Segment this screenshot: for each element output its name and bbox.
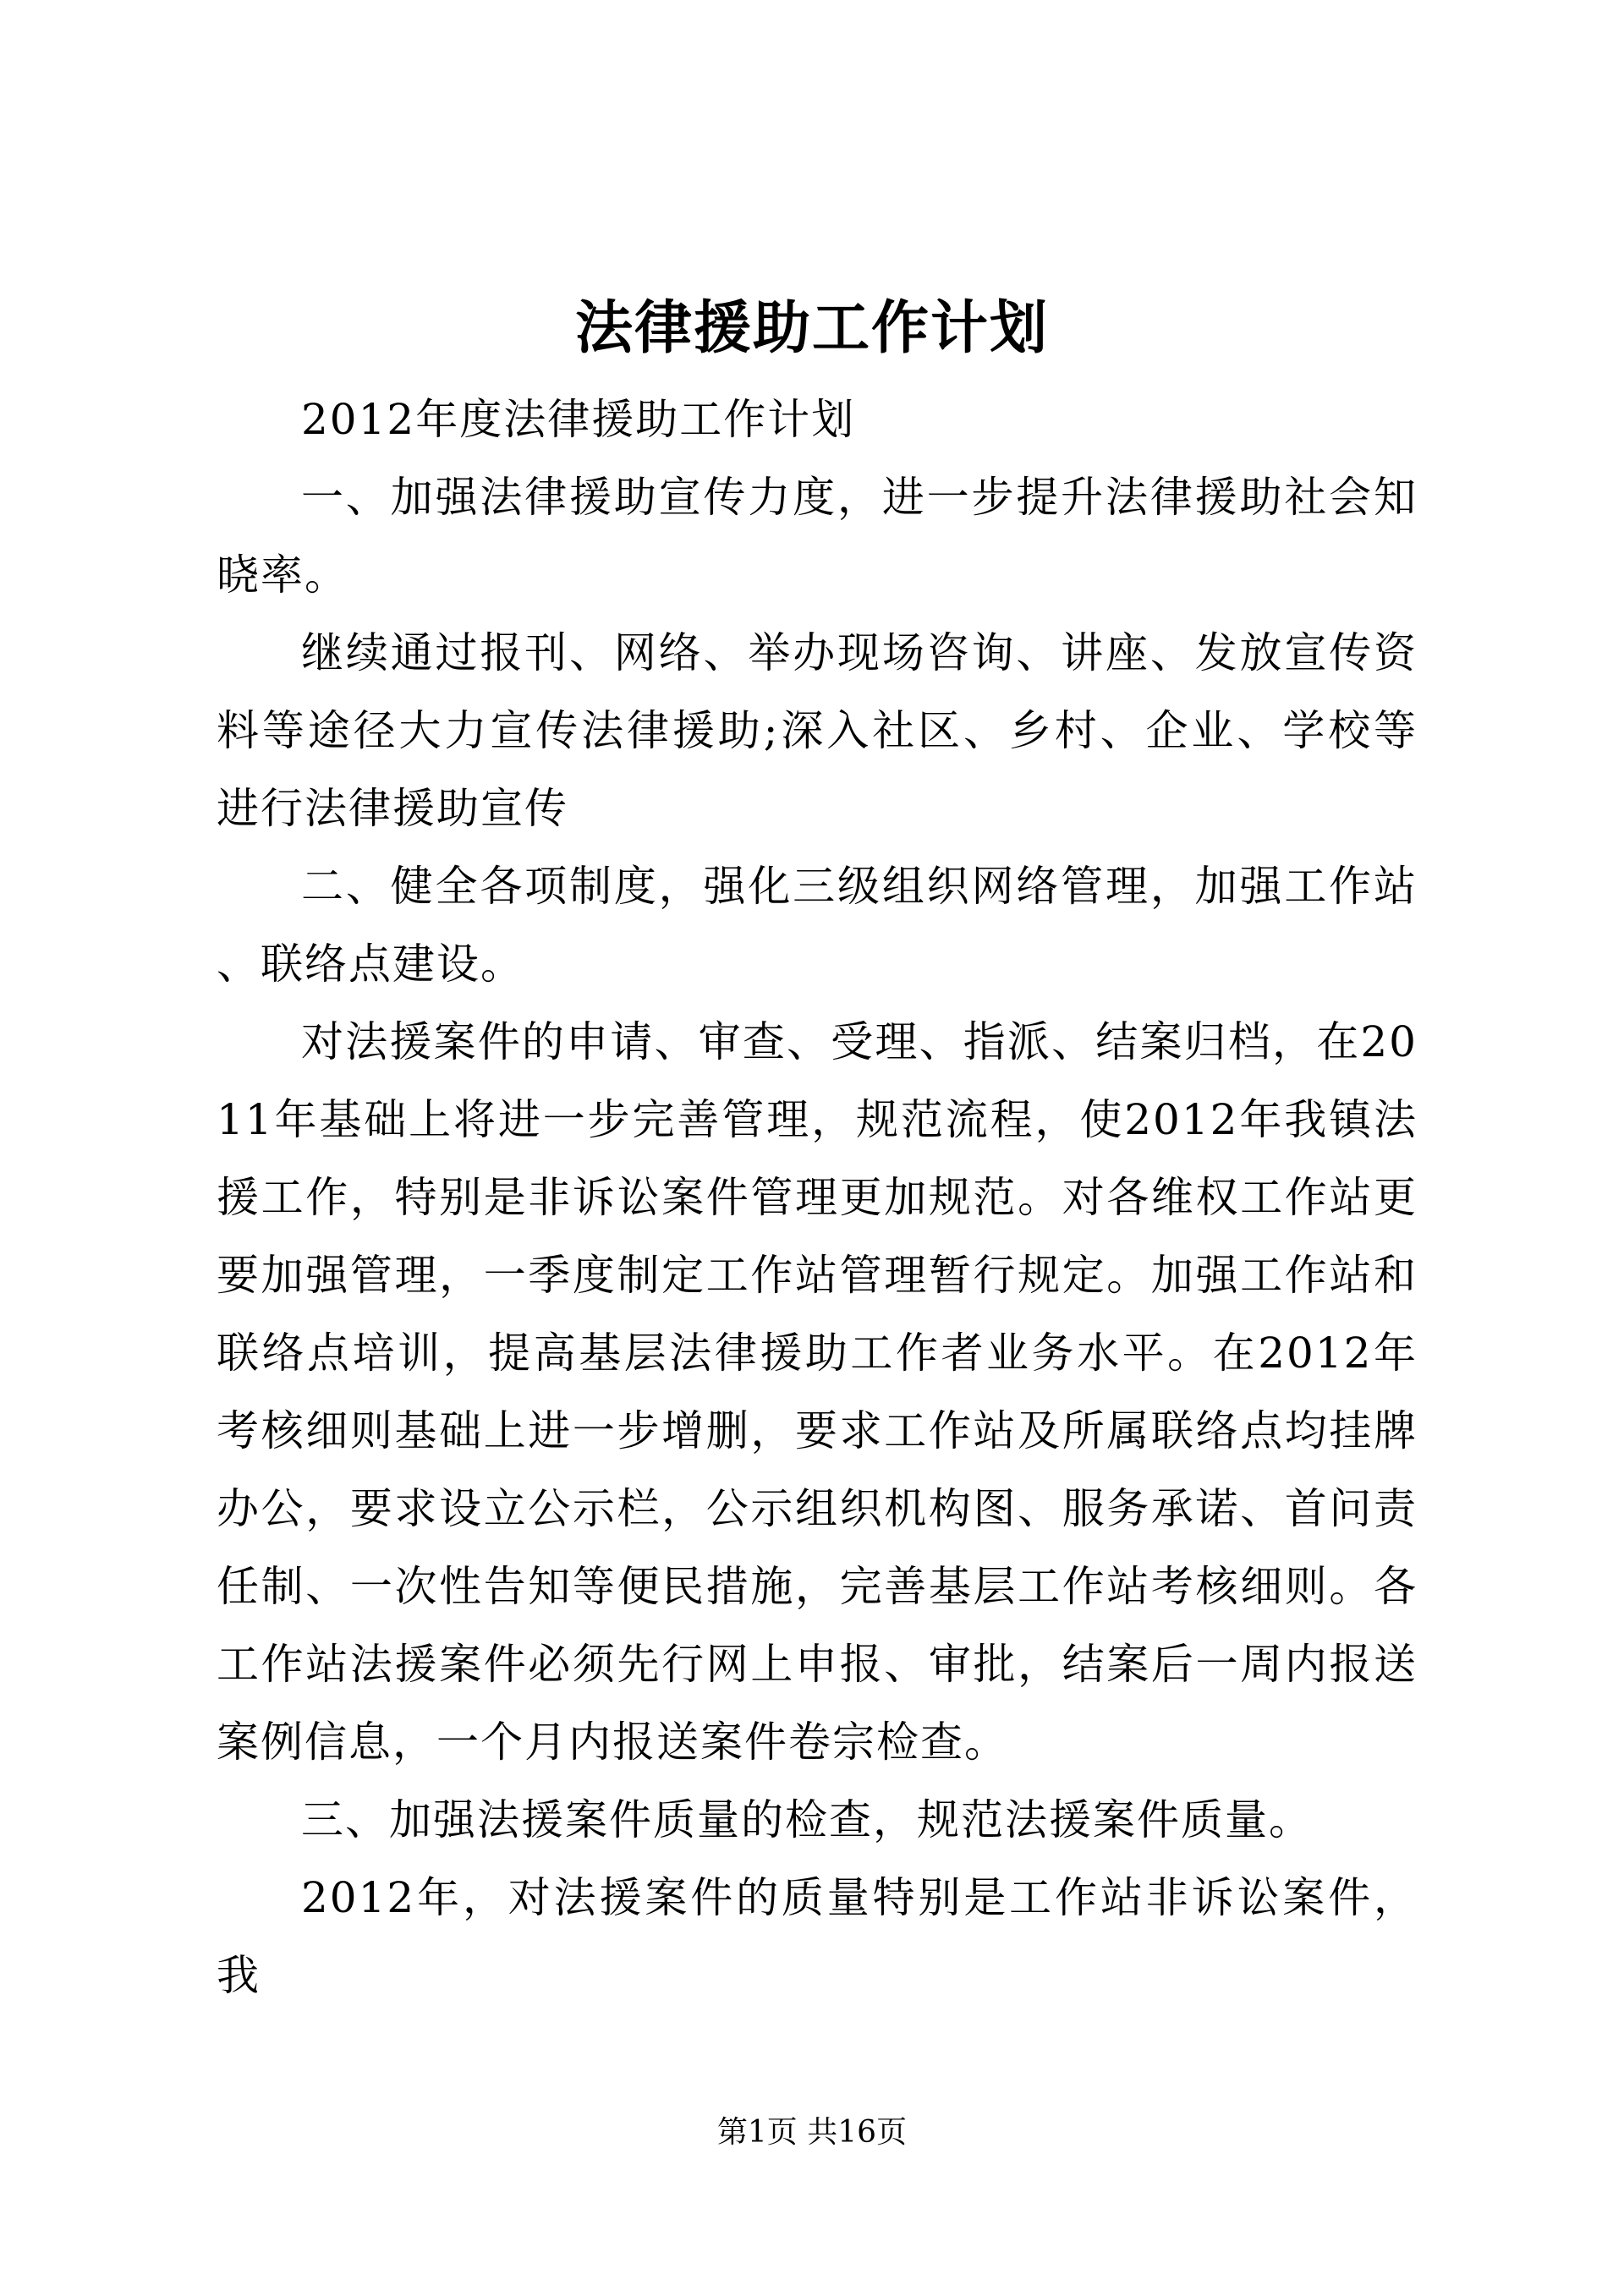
document-body bbox=[217, 381, 1418, 2014]
page-number-footer: 第1页 共16页 bbox=[716, 2115, 908, 2150]
paragraph-section-1-heading: 一、加强法律援助宣传力度，进一步提升法律援助社会知晓率。 bbox=[217, 473, 1418, 600]
paragraph-section-1-body: 继续通过报刊、网络、举办现场咨询、讲座、发放宣传资料等途径大力宣传法律援助;深入社区、乡村、企业、学校等进行法律援助宣传 bbox=[217, 628, 1418, 833]
paragraph-year-plan: 2012年度法律援助工作计划 bbox=[301, 395, 856, 444]
paragraph-section-3-heading: 三、加强法援案件质量的检查，规范法援案件质量。 bbox=[301, 1795, 1313, 1844]
paragraph-section-2-heading: 二、健全各项制度，强化三级组织网络管理，加强工作站、联络点建设。 bbox=[217, 862, 1418, 989]
paragraph-section-2-body: 对法援案件的申请、审查、受理、指派、结案归档，在2011年基础上将进一步完善管理，规范流程，使2012年我镇法援工作，特别是非诉讼案件管理更加规范。对各维权工作站更要加强管理，一季度制定工作站管理暂行规定。加强工作站和联络点培训，提高基层法律援助工作者业务水平。在2012年考核细则基础上进一步增删，要求工作站及所属联络点均挂牌办公，要求设立公示栏，公示组织机构图、服务承诺、首问责任制、一次性告知等便民措施，完善基层工作站考核细则。各工作站法援案件必须先行网上申报、审批，结案后一周内报送案例信息，一个月内报送案件卷宗检查。 bbox=[217, 1017, 1418, 1767]
paragraph-section-3-body: 2012年，对法援案件的质量特别是工作站非诉讼案件，我 bbox=[217, 1873, 1418, 2000]
document-title: 法律援助工作计划 bbox=[574, 294, 1049, 362]
